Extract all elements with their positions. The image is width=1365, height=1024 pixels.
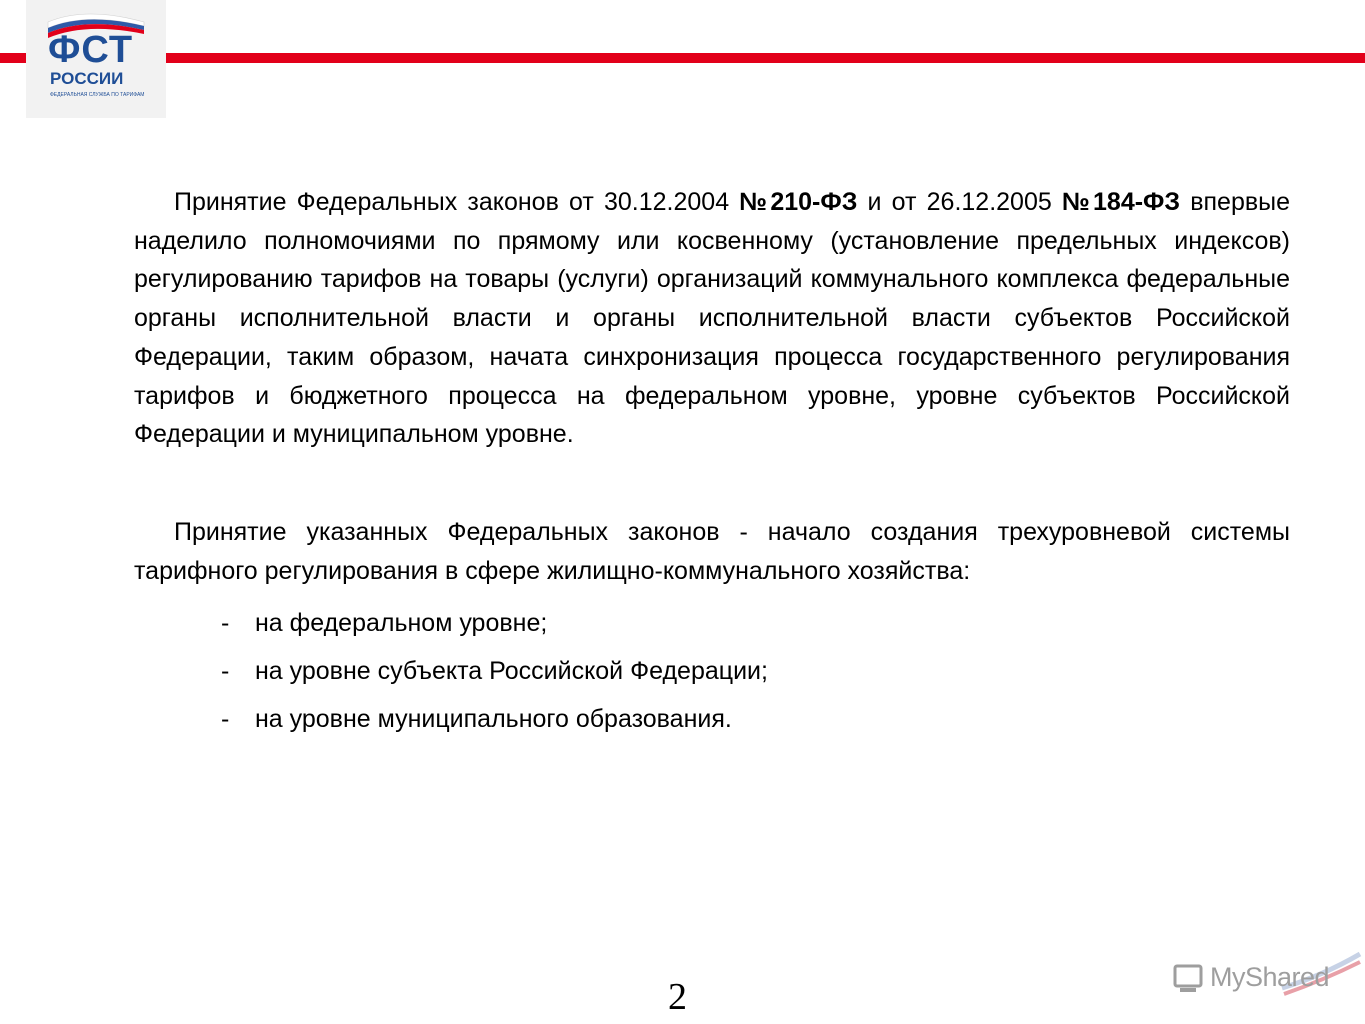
list-dash: - — [221, 609, 230, 638]
law-number-184: №184-ФЗ — [1061, 188, 1181, 216]
fst-logo — [26, 0, 166, 118]
law-number-210: №210-ФЗ — [739, 188, 858, 216]
header-red-stripe-left — [0, 53, 26, 63]
list-item-text: на уровне субъекта Российской Федерации; — [255, 657, 768, 686]
page-number: 2 — [668, 976, 687, 1018]
watermark-text: MyShared — [1210, 962, 1330, 992]
list-dash: - — [221, 657, 230, 686]
slide-content — [134, 183, 1290, 743]
paragraph-laws-part2: и от 26.12.2005 — [857, 188, 1062, 216]
list-item-text: на федеральном уровне; — [255, 609, 548, 638]
list-item — [134, 695, 1290, 743]
myshared-watermark — [1172, 948, 1362, 1008]
paragraph-laws-part3: впервые наделило полномочиями по прямому или косвенному (установление предельных индексов) регулированию тарифов на товары (услуги) организаций коммунального комплекса федеральные органы исполнительной власти и органы исполнительной власти субъектов Российской Федерации, таким образом, начата синхронизация процесса государственного регулирования тарифов и бюджетного процесса на федеральном уровне, уровне субъектов Российской Федерации и муниципальном уровне. — [134, 188, 1291, 449]
logo-title: ФСТ — [48, 29, 134, 71]
regulation-levels-list — [134, 599, 1290, 743]
paragraph-laws — [134, 183, 1290, 454]
list-item — [134, 599, 1290, 647]
paragraph-laws-part1: Принятие Федеральных законов от 30.12.2004 — [174, 188, 740, 216]
logo-subtitle: РОССИИ — [50, 69, 124, 88]
list-item-text: на уровне муниципального образования. — [255, 705, 732, 734]
paragraph-three-level-system: Принятие указанных Федеральных законов - начало создания трехуровневой системы тарифного регулирования в сфере жилищно-коммунального хозяйства: — [134, 517, 1290, 585]
logo-tagline: ФЕДЕРАЛЬНАЯ СЛУЖБА ПО ТАРИФАМ — [50, 92, 145, 98]
list-item — [134, 647, 1290, 695]
list-dash: - — [221, 705, 230, 734]
header-red-stripe-right — [166, 53, 1365, 63]
